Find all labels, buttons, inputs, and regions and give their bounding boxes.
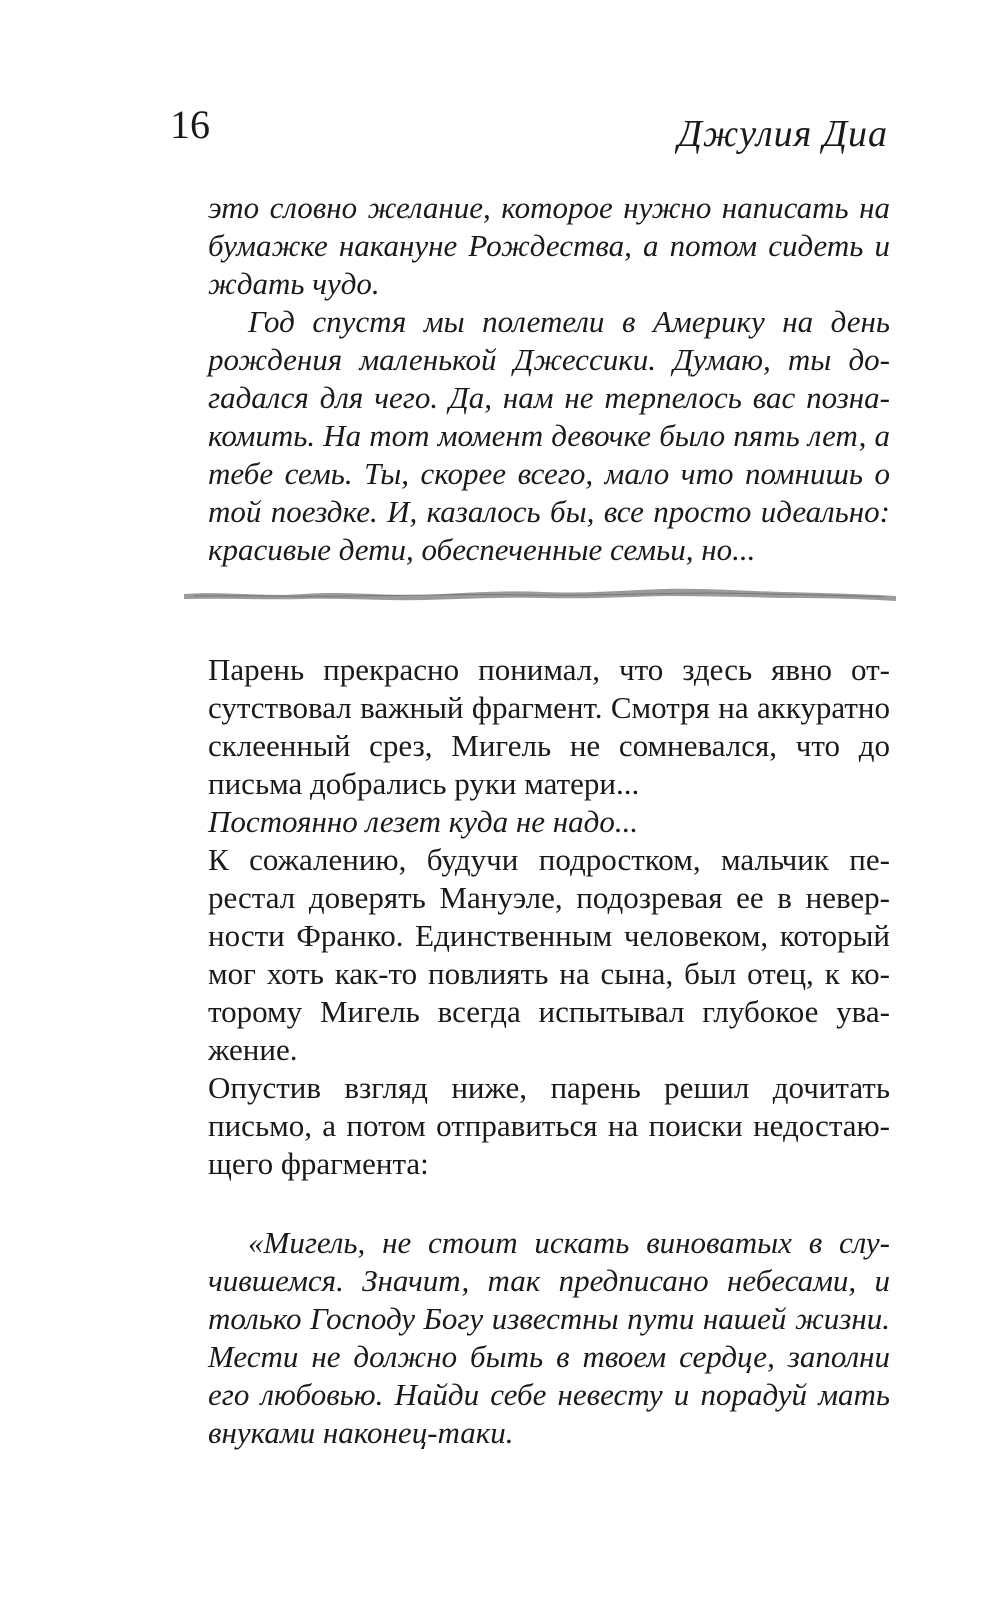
letter-fragment-1: [208, 189, 890, 569]
narrative-paragraph: К сожалению, будучи подростком, мальчик перестал доверять Мануэле, подозревая ее в неверности Франко. Единственным человеком, который мог хоть как-то повлиять на сына, был отец, к которому Мигель всегда испытывал глубокое уважение.: [208, 842, 890, 1067]
page-number: 16: [170, 102, 210, 147]
running-head-author: Джулия Диа: [677, 113, 888, 155]
letter-paragraph: Год спустя мы полетели в Америку на день рождения маленькой Джессики. Думаю, ты догадался для чего. Да, нам не терпелось вас познакомить. На тот момент девочке было пять лет, а тебе семь. Ты, скорее всего, мало что помнишь о той поездке. И, казалось бы, все просто идеально: красивые дети, обеспеченные семьи, но...: [208, 304, 890, 567]
letter-paragraph: это словно желание, которое нужно написать на бумажке накануне Рождества, а потом сидеть и ждать чудо.: [208, 190, 890, 301]
letter-fragment-2: [208, 1224, 890, 1452]
narrative-text: [208, 651, 890, 1183]
inner-thought: Постоянно лезет куда не надо...: [208, 804, 639, 839]
letter-paragraph: «Мигель, не стоит искать виноватых в случившемся. Значит, так предписано небесами, и только Господу Богу известны пути нашей жизни. Мести не должно быть в твоем сердце, заполни его любовью. Найди себе невесту и порадуй мать внуками наконец-таки.: [208, 1225, 890, 1450]
torn-paper-divider: [184, 584, 896, 610]
narrative-paragraph: Опустив взгляд ниже, парень решил дочитать письмо, а потом отправиться на поиски недостающего фрагмента:: [208, 1070, 890, 1181]
narrative-paragraph: Парень прекрасно понимал, что здесь явно отсутствовал важный фрагмент. Смотря на аккуратно склеенный срез, Мигель не сомневался, что до письма добрались руки матери...: [208, 652, 890, 801]
